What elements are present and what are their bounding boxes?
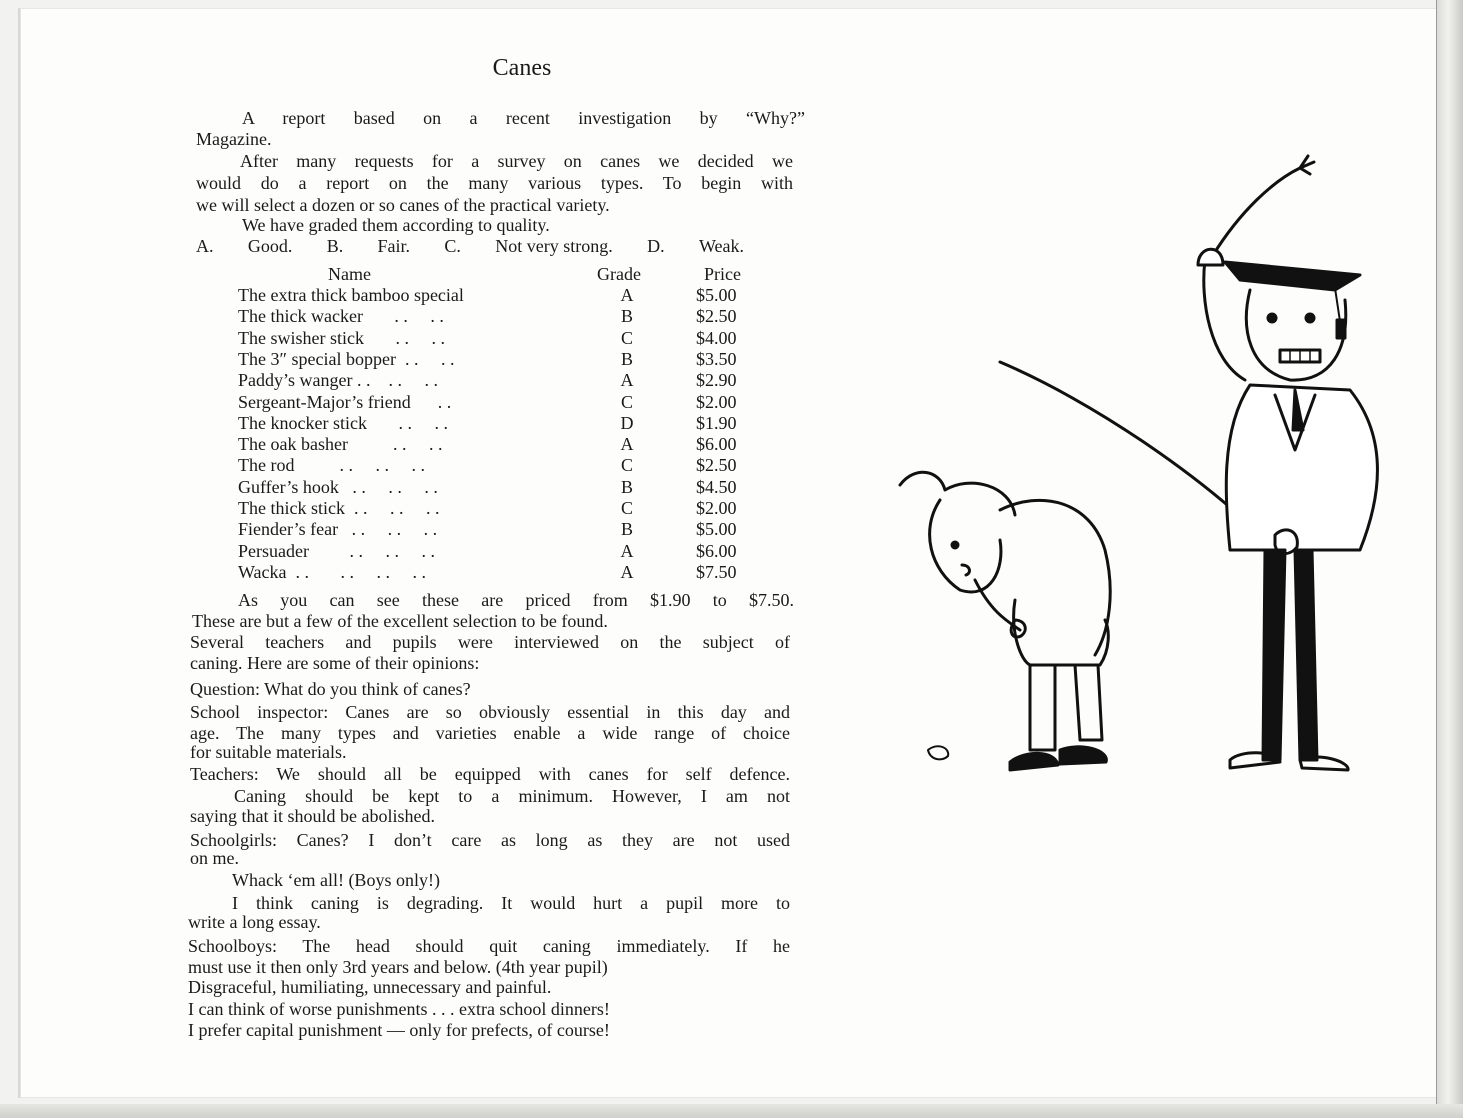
body-line: caning. Here are some of their opinions: (190, 653, 480, 673)
cane-grade: A (620, 434, 634, 455)
cane-grade: C (620, 391, 633, 412)
grade-legend-item: Fair. (377, 236, 411, 256)
cane-price: $4.00 (696, 327, 737, 348)
cane-name: Guffer’s hook . . . . . . (238, 476, 438, 497)
grade-legend-item: C. (444, 236, 461, 256)
grade-legend-item: Good. (247, 236, 293, 256)
grade-legend-item: A. (196, 236, 214, 256)
intro-line: would do a report on the many various types. To begin with (196, 173, 793, 193)
body-line: I can think of worse punishments . . . extra school dinners! (188, 999, 610, 1019)
cane-price: $5.00 (696, 519, 737, 540)
body-line: Schoolgirls: Canes? I don’t care as long as they are not used (190, 830, 790, 850)
boy-figure (900, 472, 1110, 770)
cane-price: $5.00 (696, 285, 737, 305)
cane-name: Wacka . . . . . . . . (238, 561, 427, 582)
cane-grade: C (620, 455, 633, 476)
body-line: School inspector: Canes are so obviously essential in this day and (190, 702, 790, 722)
cane-price: $6.00 (696, 540, 737, 561)
intro-line: we will select a dozen or so canes of the practical variety. (196, 195, 610, 215)
cane-grade: A (620, 540, 634, 561)
body-line: saying that it should be abolished. (190, 806, 435, 826)
cane-grade: A (620, 561, 634, 582)
cane-price: $2.00 (696, 498, 737, 518)
cane-price: $2.00 (696, 391, 737, 412)
table-header-price: Price (704, 264, 741, 284)
cane-name: The oak basher . . . . (238, 434, 443, 455)
cane-grade: B (620, 476, 633, 497)
cane-price: $4.50 (696, 476, 737, 497)
body-line: I think caning is degrading. It would hurt a pupil more to (232, 893, 790, 913)
body-line: These are but a few of the excellent selection to be found. (192, 611, 608, 631)
cane-grade: C (620, 327, 633, 348)
teacher-figure (1198, 249, 1378, 770)
cane-name: The thick wacker . . . . (238, 306, 444, 327)
intro-line: Magazine. (196, 129, 272, 149)
body-line: Caning should be kept to a minimum. However, I am not (234, 786, 790, 806)
body-line: Disgraceful, humiliating, unnecessary and painful. (188, 977, 552, 997)
intro-line: We have graded them according to quality. (242, 215, 550, 235)
cane-price: $2.90 (696, 370, 737, 391)
cane-name: Persuader . . . . . . (238, 540, 435, 561)
body-line: must use it then only 3rd years and below. (4th year pupil) (188, 957, 608, 977)
grade-legend (196, 236, 744, 257)
body-line: for suitable materials. (190, 742, 347, 762)
intro-line: A report based on a recent investigation by “Why?” (242, 108, 805, 128)
cane-price: $6.00 (696, 434, 737, 455)
caning-cartoon-illustration (880, 150, 1400, 830)
cane-name: The swisher stick . . . . (238, 327, 445, 348)
article-title: Canes (492, 55, 552, 81)
cane-name: Sergeant-Major’s friend . . (238, 391, 452, 412)
cane-raised (1210, 168, 1300, 260)
body-line: Schoolboys: The head should quit caning immediately. If he (188, 936, 790, 956)
body-line: Whack ‘em all! (Boys only!) (232, 870, 440, 890)
cane-frayed-tip (1300, 156, 1314, 174)
cane-name: The extra thick bamboo special (238, 285, 464, 305)
grade-legend-item: B. (326, 236, 344, 256)
cane-grade: B (620, 306, 633, 327)
body-line: on me. (190, 848, 239, 868)
grade-legend-item: Not very strong. (495, 236, 613, 256)
cane-grade: C (620, 498, 633, 518)
grade-legend-item: D. (647, 236, 665, 256)
cane-name: The rod . . . . . . (238, 455, 425, 476)
body-line: I prefer capital punishment — only for prefects, of course! (188, 1020, 610, 1040)
body-line: Teachers: We should all be equipped with canes for self defence. (190, 764, 790, 784)
body-line: write a long essay. (188, 912, 321, 932)
cane-grade: D (620, 412, 634, 433)
page-binding-edge (1436, 0, 1463, 1118)
body-line: Several teachers and pupils were interviewed on the subject of (190, 632, 790, 652)
cane-grade: A (620, 370, 634, 391)
body-line: Question: What do you think of canes? (190, 679, 471, 699)
binding-line (1436, 0, 1437, 1118)
cane-name: The thick stick . . . . . . (238, 498, 440, 518)
grade-legend-item: Weak. (698, 236, 744, 256)
cane-grade: B (620, 348, 633, 369)
cane-name: The knocker stick . . . . (238, 412, 448, 433)
cane-price: $7.50 (696, 561, 737, 582)
cane-name: The 3″ special bopper . . . . (238, 348, 455, 369)
table-header-grade: Grade (597, 264, 641, 284)
cane-price: $2.50 (696, 306, 737, 327)
intro-line: After many requests for a survey on canes we decided we (240, 151, 793, 171)
cane-grade: B (620, 519, 633, 540)
table-header-name: Name (328, 264, 371, 284)
cane-price: $2.50 (696, 455, 737, 476)
cane-name: Fiender’s fear . . . . . . (238, 519, 438, 540)
page-bottom-edge (0, 1104, 1463, 1118)
body-line: age. The many types and varieties enable a wide range of choice (190, 723, 790, 743)
cane-name: Paddy’s wanger . . . . . . (238, 370, 438, 391)
cane-grade: A (620, 285, 634, 305)
cane-price: $3.50 (696, 348, 737, 369)
body-line: As you can see these are priced from $1.90 to $7.50. (238, 590, 794, 610)
cane-price: $1.90 (696, 412, 737, 433)
